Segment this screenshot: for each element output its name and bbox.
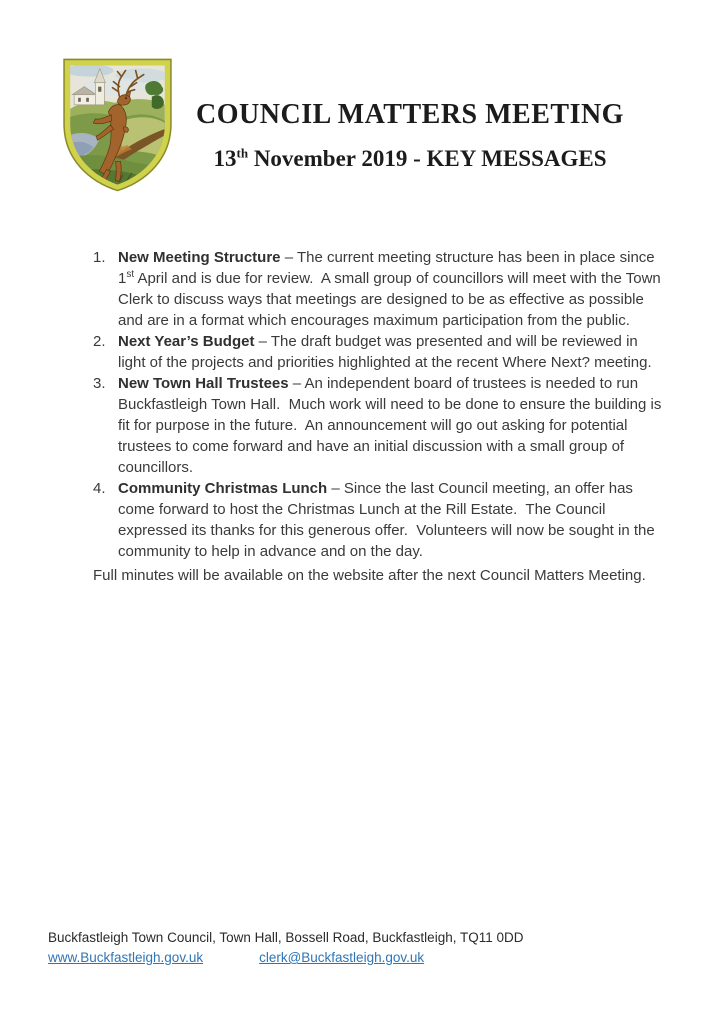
item-number: 2. — [93, 333, 106, 350]
subtitle-ordinal: th — [236, 145, 249, 161]
key-message-item — [93, 331, 667, 373]
council-address: Buckfastleigh Town Council, Town Hall, Bossell Road, Buckfastleigh, TQ11 0DD — [48, 930, 524, 945]
item-number: 3. — [93, 375, 106, 392]
item-heading: New Town Hall Trustees — [118, 375, 289, 392]
closing-note: Full minutes will be available on the website after the next Council Matters Meeting. — [93, 567, 646, 584]
subtitle-rest: November 2019 - KEY MESSAGES — [248, 146, 607, 171]
document-header — [175, 98, 645, 173]
town-crest-logo — [59, 56, 176, 194]
key-message-item — [93, 247, 667, 331]
website-link[interactable]: www.Buckfastleigh.gov.uk — [48, 950, 204, 965]
item-number: 1. — [93, 249, 106, 266]
key-message-item — [93, 478, 667, 562]
item-heading: New Meeting Structure — [118, 249, 281, 266]
item-heading: Next Year’s Budget — [118, 333, 255, 350]
item-text: Next Year’s Budget – The draft budget was presented and will be reviewed in light of the projects and priorities highlighted at the recent Where Next? meeting. — [118, 333, 652, 371]
page-subtitle — [175, 145, 645, 173]
crest-shield-icon — [59, 56, 176, 194]
item-text: New Meeting Structure – The current meeting structure has been in place since 1st April and is due for review. A small group of councillors will meet with the Town Clerk to discuss ways that meetings are designed to be as effective as possible and are in a format which encourages maximum participation from the public. — [118, 249, 665, 329]
item-text: Community Christmas Lunch – Since the last Council meeting, an offer has come forward to host the Christmas Lunch at the Rill Estate. The Council expressed its thanks for this generous offer. Volunteers will now be sought in the community to help in advance and on the day. — [118, 480, 659, 560]
subtitle-day: 13 — [213, 146, 237, 171]
footer-links — [48, 948, 678, 967]
item-heading: Community Christmas Lunch — [118, 480, 328, 497]
superscript: st — [126, 269, 135, 280]
page-title: COUNCIL MATTERS MEETING — [196, 99, 624, 130]
item-text: New Town Hall Trustees – An independent board of trustees is needed to run Buckfastleigh Town Hall. Much work will need to be done to ensure the building is fit for purpose in the future. An announcement will go out asking for potential trustees to come forward and have an initial discussion with a small group of councillors. — [118, 375, 666, 476]
item-number: 4. — [93, 480, 106, 497]
key-message-item — [93, 373, 667, 478]
key-messages-list — [93, 247, 667, 562]
document-footer — [48, 928, 678, 967]
email-link[interactable]: clerk@Buckfastleigh.gov.uk — [259, 950, 425, 965]
